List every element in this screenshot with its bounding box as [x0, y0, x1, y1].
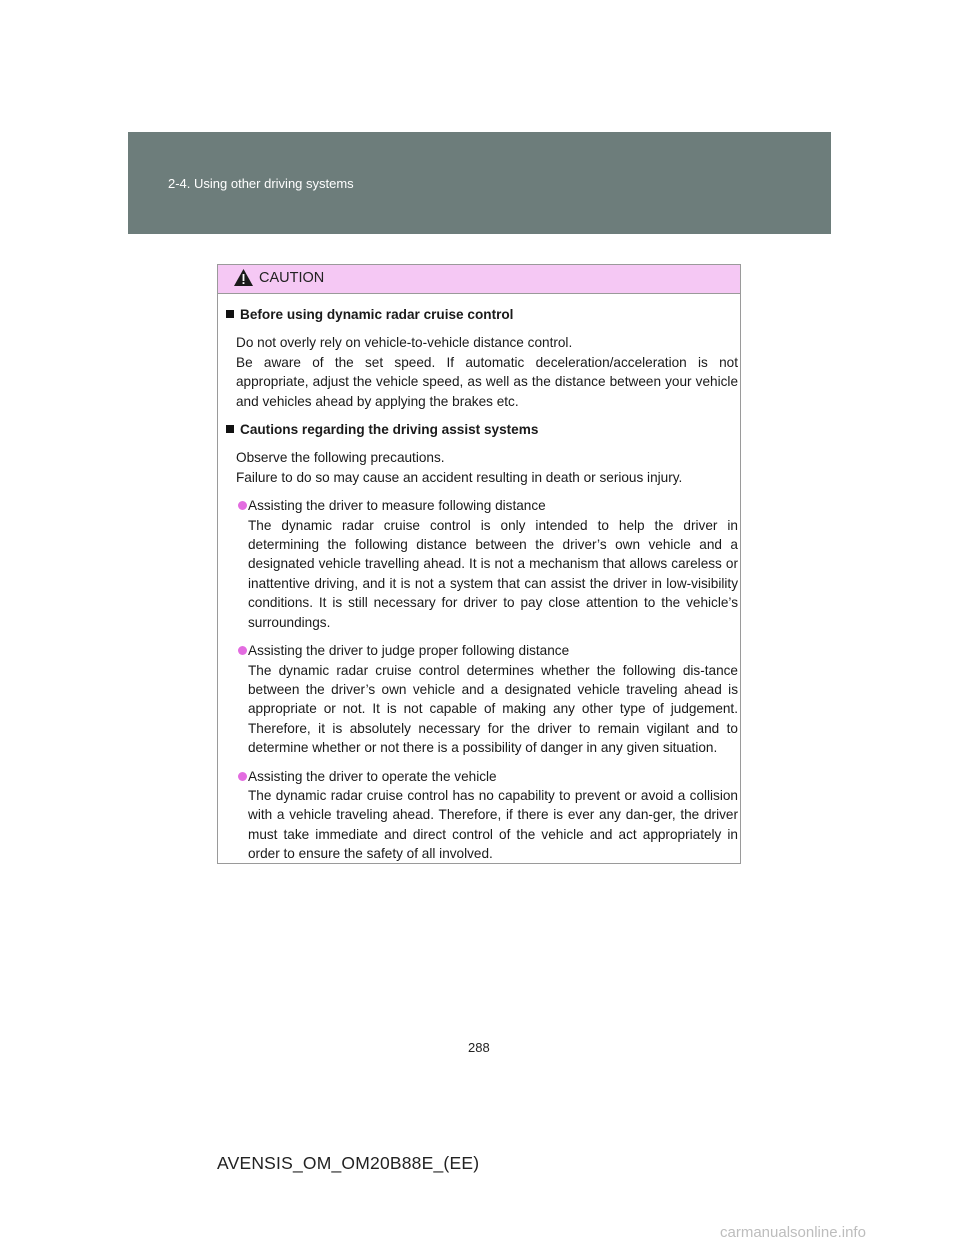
circle-bullet-icon [238, 646, 247, 655]
paragraph: Be aware of the set speed. If automatic deceleration/acceleration is not appropriate, adjust the vehicle speed, as well as the distance between your vehicle and vehicles ahead by applying the brakes etc. [236, 354, 738, 409]
paragraph: Failure to do so may cause an accident resulting in death or serious injury. [236, 469, 683, 485]
bullet-title-text: Assisting the driver to operate the vehicle [248, 768, 497, 784]
section-heading [226, 305, 738, 324]
bullet-item-text: The dynamic radar cruise control has no capability to prevent or avoid a collision with a vehicle traveling ahead. Therefore, if there is ever any dan-ger, the driver must take immediate and direct control of the vehicle and act appropriately in order to ensure the safety of all involved. [248, 787, 738, 862]
section-heading [226, 420, 738, 439]
bullet-item-title [226, 496, 738, 515]
paragraph: Observe the following precautions. [236, 450, 445, 466]
caution-label: CAUTION [259, 270, 325, 286]
watermark: carmanualsonline.info [720, 1224, 866, 1241]
circle-bullet-icon [238, 772, 247, 781]
bullet-item-title [226, 641, 738, 660]
bullet-title-text: Assisting the driver to measure following distance [248, 498, 546, 514]
caution-box [217, 264, 741, 864]
bullet-item-text: The dynamic radar cruise control determines whether the following dis-tance between the driver’s own vehicle and a designated vehicle traveling ahead is appropriate or not. It is not capable of making any other type of judgement. Therefore, it is absolutely necessary for the driver to remain vigilant and to determine whether or not there is a possibility of danger in any given situation. [248, 662, 738, 756]
caution-header [218, 265, 740, 294]
square-bullet-icon [226, 425, 234, 433]
circle-bullet-icon [238, 501, 247, 510]
document-code: AVENSIS_OM_OM20B88E_(EE) [217, 1153, 480, 1173]
section-heading-text: Before using dynamic radar cruise control [240, 307, 514, 322]
warning-triangle-icon [233, 268, 254, 287]
section-title: 2-4. Using other driving systems [168, 176, 354, 191]
section-header-band [128, 132, 831, 234]
paragraph: Do not overly rely on vehicle-to-vehicle distance control. [236, 335, 573, 351]
caution-body [218, 294, 740, 864]
section-heading-text: Cautions regarding the driving assist systems [240, 422, 539, 438]
bullet-item-title [226, 767, 738, 786]
bullet-title-text: Assisting the driver to judge proper following distance [248, 643, 570, 659]
square-bullet-icon [226, 310, 234, 318]
bullet-item-text: The dynamic radar cruise control is only intended to help the driver in determining the following distance between the driver’s own vehicle and a designated vehicle travelling ahead. It is not a mechanism that allows careless or inattentive driving, and it is not a system that can assist the driver in low-visibility conditions. It is still necessary for driver to pay close attention to the vehicle’s surroundings. [248, 517, 738, 630]
page-number: 288 [468, 1040, 490, 1055]
